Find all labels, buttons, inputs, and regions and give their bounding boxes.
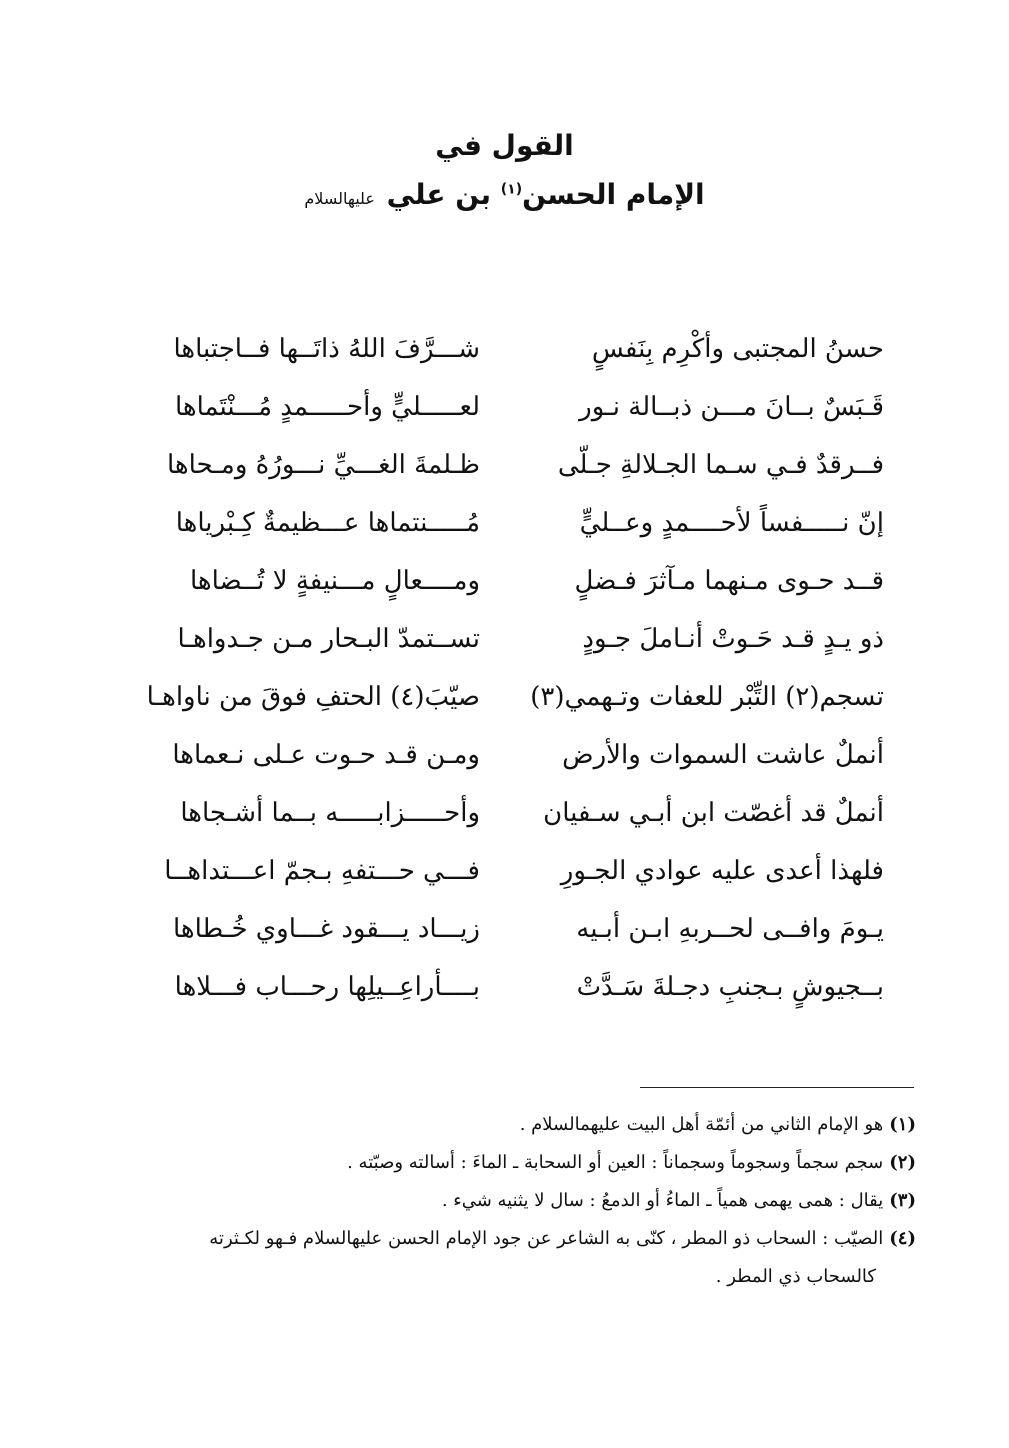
footnotes	[90, 1106, 916, 1296]
verse-second-hemistich: صيّبَ(٤) الحتفِ فوقَ من ناواهـا	[146, 682, 480, 712]
footnote-text: الصيّب : السحاب ذو المطر ، كنّى به الشاعر عن جود الإمام الحسن عليهالسلام فـهو لكـثرته	[209, 1228, 884, 1249]
heading-line-1: القول في	[435, 129, 574, 162]
verse-first-hemistich: فلهذا أعدى عليه عوادي الجـورِ	[560, 856, 884, 886]
verse-first-hemistich: فــرقدٌ فـي سـما الجـلالةِ جـلّى	[557, 450, 884, 480]
heading-rest: بن علي	[386, 178, 491, 211]
verse-second-hemistich: بــــأراعِــيلِها رحـــاب فـــلاها	[174, 972, 480, 1002]
verse-second-hemistich: زيـــاد يـــقود غـــاوي خُـطاها	[172, 914, 480, 944]
verse-second-hemistich: ومـن قـد حـوت عـلى نـعماها	[172, 740, 480, 770]
verse	[0, 726, 1009, 784]
verse	[0, 494, 1009, 552]
verse-first-hemistich: قَـبَسٌ بــانَ مـــن ذبــالة نـور	[579, 392, 884, 422]
footnote-number: (٣)	[889, 1190, 916, 1211]
verse	[0, 900, 1009, 958]
footnote	[90, 1220, 916, 1258]
verse	[0, 436, 1009, 494]
verse	[0, 320, 1009, 378]
verse	[0, 552, 1009, 610]
verse-second-hemistich: فـــي حـــتفهِ بـجمّ اعـــتداهــا	[164, 856, 480, 886]
verse-second-hemistich: ومــــعالٍ مـــنيفةٍ لا تُــضاها	[189, 566, 480, 596]
verse-first-hemistich: بــجيوشٍ بـجنبِ دجـلةَ سَـدَّتْ	[576, 972, 884, 1002]
footnote-separator	[640, 1087, 914, 1088]
verse-second-hemistich: مُـــــنتماها عـــظيمةٌ كِـبْرياها	[175, 508, 480, 538]
heading-main: الإمام الحسن	[522, 178, 705, 211]
footnote-text: يقال : همى يهمى همياً ـ الماءُ أو الدمعُ : سال لا يثنيه شيء .	[441, 1190, 884, 1211]
footnote	[90, 1144, 916, 1182]
verse	[0, 378, 1009, 436]
verse-first-hemistich: أنملٌ عاشت السموات والأرض	[562, 740, 884, 770]
verse	[0, 842, 1009, 900]
heading-line-2	[0, 175, 1009, 219]
footnote	[90, 1182, 916, 1220]
verse-second-hemistich: تســتمدّ البـحار مـن جـدواهـا	[177, 624, 480, 654]
heading-footnote-ref: (١)	[500, 181, 523, 198]
verse	[0, 958, 1009, 1016]
verse	[0, 610, 1009, 668]
verse-first-hemistich: أنملٌ قد أغصّت ابن أبـي سـفيان	[543, 798, 884, 828]
footnote-text: سجم سجماً وسجوماً وسجماناً : العين أو السحابة ـ الماءَ : أسالته وصبّته .	[347, 1152, 884, 1173]
footnote-number: (٢)	[889, 1152, 916, 1173]
verse-first-hemistich: إنّ نـــــفساً لأحــــمدٍ وعــليٍّ	[579, 508, 884, 538]
verse-first-hemistich: تسجم(٢) التِّبْر للعفات وتـهمي(٣)	[530, 682, 884, 712]
verse	[0, 668, 1009, 726]
verse-second-hemistich: ظـلمةَ الغـــيِّ نـــورُهُ ومـحاها	[166, 450, 480, 480]
verse-first-hemistich: ذو يـدٍ قـد حَـوتْ أنـاملَ جـودٍ	[582, 624, 884, 654]
heading-honorific: عليهالسلام	[304, 189, 375, 208]
footnote-text: هو الإمام الثاني من أئمّة أهل البيت عليهمالسلام .	[519, 1114, 884, 1135]
verse-second-hemistich: شـــرَّفَ اللهُ ذاتَــها فــاجتباها	[173, 334, 480, 364]
footnote-number: (٤)	[889, 1228, 916, 1249]
verse-second-hemistich: لعـــــليٍّ وأحـــــمدٍ مُـــنْتَماها	[174, 392, 480, 422]
verse-first-hemistich: يـومَ وافــى لحــربهِ ابـن أبـيه	[576, 914, 884, 944]
verse-first-hemistich: قــد حـوى مـنهما مـآثرَ فـضلٍ	[574, 566, 884, 596]
footnote	[90, 1106, 916, 1144]
footnote-number: (١)	[889, 1114, 916, 1135]
verse-first-hemistich: حسنُ المجتبى وأكْرِم بِنَفسٍ	[591, 334, 884, 364]
verse-second-hemistich: وأحـــــزابـــــه بــما أشـجاها	[180, 798, 480, 828]
footnote-continuation: كالسحاب ذي المطر .	[715, 1266, 876, 1287]
verse	[0, 784, 1009, 842]
